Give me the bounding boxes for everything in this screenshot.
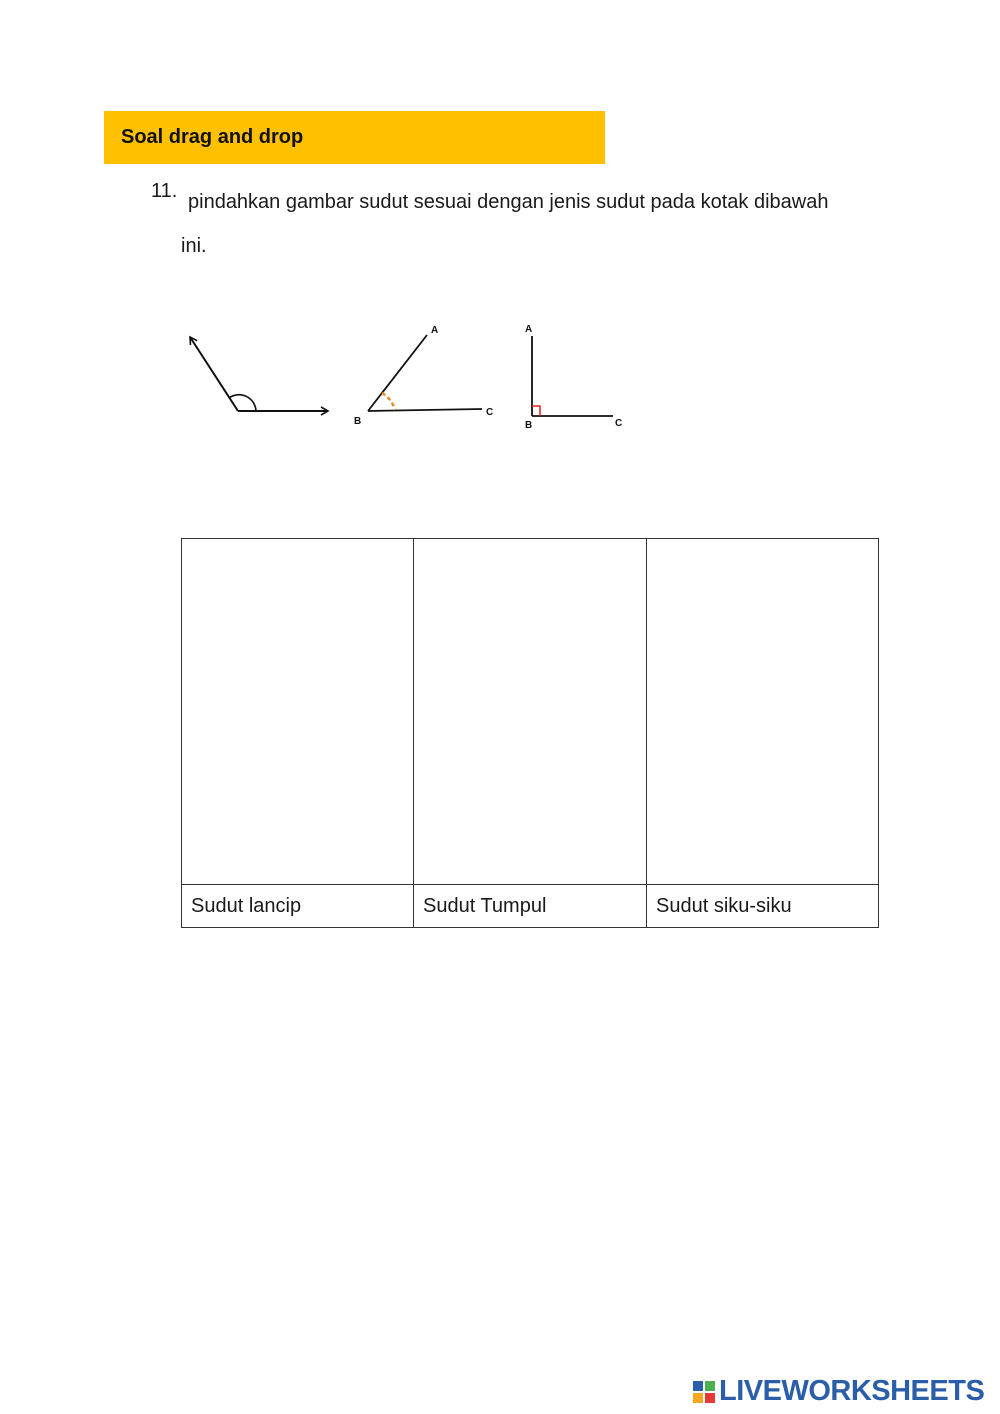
category-label-tumpul: Sudut Tumpul — [414, 885, 647, 928]
logo-square — [693, 1393, 703, 1403]
drop-zone-lancip[interactable] — [182, 539, 414, 885]
question-text-line1: pindahkan gambar sudut sesuai dengan jenis sudut pada kotak dibawah — [188, 191, 829, 213]
question-text-line2: ini. — [181, 235, 207, 257]
section-title: Soal drag and drop — [121, 126, 304, 148]
logo-square — [705, 1381, 715, 1391]
brand-name: LIVEWORKSHEETS — [719, 1375, 985, 1407]
acute-angle-icon[interactable] — [354, 325, 493, 427]
answer-table — [181, 538, 879, 928]
right-angle-marker — [532, 406, 540, 416]
drop-zone-row — [182, 539, 879, 885]
liveworksheets-logo-icon — [693, 1381, 715, 1403]
right-label-b: B — [525, 420, 533, 431]
liveworksheets-brand — [693, 1375, 984, 1408]
right-label-a: A — [525, 324, 533, 335]
acute-label-c: C — [486, 407, 494, 418]
logo-square — [693, 1381, 703, 1391]
category-label-row — [182, 885, 879, 928]
acute-label-a: A — [431, 325, 439, 336]
right-label-c: C — [615, 418, 623, 429]
acute-angle-arc — [382, 393, 395, 410]
category-label-lancip: Sudut lancip — [182, 885, 414, 928]
drop-zone-tumpul[interactable] — [414, 539, 647, 885]
right-angle-icon[interactable] — [525, 324, 622, 431]
obtuse-angle-icon[interactable] — [190, 337, 328, 411]
question-number: 11. — [151, 180, 178, 202]
drop-zone-siku-siku[interactable] — [647, 539, 879, 885]
category-label-siku-siku: Sudut siku-siku — [647, 885, 879, 928]
angle-figures — [0, 0, 1000, 460]
logo-square — [705, 1393, 715, 1403]
acute-label-b: B — [354, 416, 362, 427]
